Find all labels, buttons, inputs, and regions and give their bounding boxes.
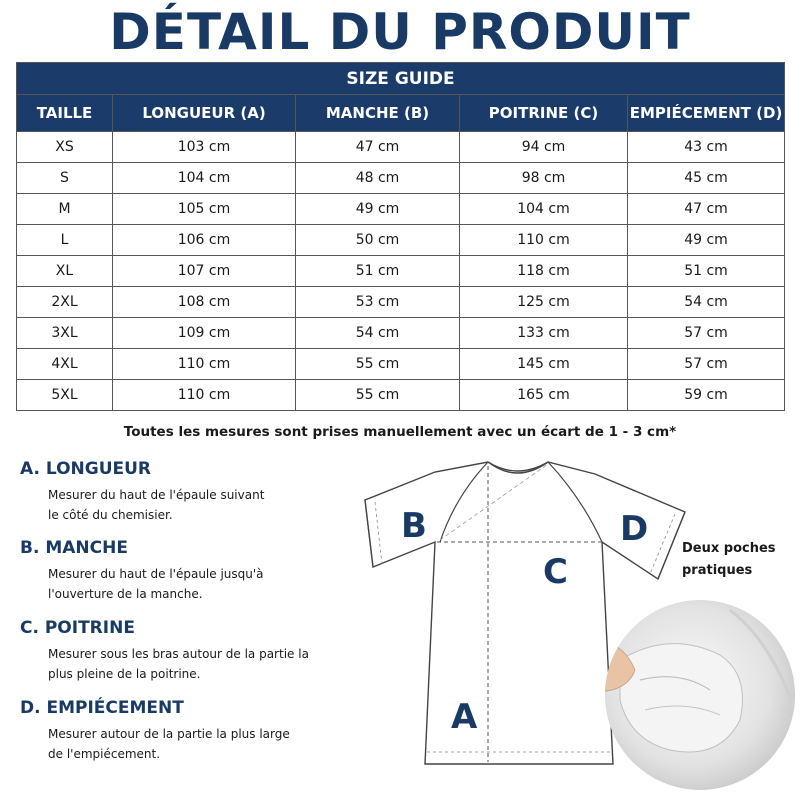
measure-line: Mesurer du haut de l'épaule jusqu'à [48,567,264,581]
diagram-label-a: A [451,697,478,737]
table-cell: 108 cm [113,287,296,318]
table-cell: 49 cm [296,194,460,225]
measure-heading: C. POITRINE [20,618,135,638]
table-cell: 47 cm [628,194,785,225]
measure-description [48,485,380,525]
column-header: EMPIÉCEMENT (D) [628,95,785,132]
table-cell: 104 cm [460,194,628,225]
table-cell: 110 cm [460,225,628,256]
table-cell: 51 cm [628,256,785,287]
page-title: DÉTAIL DU PRODUIT [109,3,691,61]
table-cell: 45 cm [628,163,785,194]
measure-line: le côté du chemisier. [48,508,173,522]
table-cell: 110 cm [113,349,296,380]
table-header-row [17,95,785,132]
diagram-label-c: C [543,552,568,592]
table-row [17,132,785,163]
measure-description [48,644,380,684]
measure-line: de l'empiécement. [48,747,161,761]
table-cell: 110 cm [113,380,296,411]
measure-line: plus pleine de la poitrine. [48,667,201,681]
measure-line: Mesurer autour de la partie la plus large [48,727,290,741]
table-cell: 49 cm [628,225,785,256]
table-cell: XL [17,256,113,287]
table-cell: 104 cm [113,163,296,194]
table-cell: 2XL [17,287,113,318]
diagram-label-d: D [620,509,649,549]
table-cell: 133 cm [460,318,628,349]
column-header: MANCHE (B) [296,95,460,132]
table-cell: 47 cm [296,132,460,163]
table-cell: 4XL [17,349,113,380]
table-cell: 5XL [17,380,113,411]
table-cell: 109 cm [113,318,296,349]
table-cell: 94 cm [460,132,628,163]
pockets-line: Deux poches [682,541,776,556]
column-header: LONGUEUR (A) [113,95,296,132]
table-cell: 106 cm [113,225,296,256]
table-cell: XS [17,132,113,163]
table-cell: L [17,225,113,256]
table-row [17,318,785,349]
table-cell: 118 cm [460,256,628,287]
table-row [17,194,785,225]
measure-heading: B. MANCHE [20,538,128,558]
table-row [17,380,785,411]
measure-line: Mesurer du haut de l'épaule suivant [48,488,265,502]
size-guide-caption: SIZE GUIDE [17,63,785,95]
table-cell: 165 cm [460,380,628,411]
table-cell: 57 cm [628,349,785,380]
column-header: TAILLE [17,95,113,132]
table-cell: 145 cm [460,349,628,380]
table-cell: 98 cm [460,163,628,194]
table-cell: 59 cm [628,380,785,411]
measure-description [48,564,380,604]
column-header: POITRINE (C) [460,95,628,132]
measure-longueur [20,458,380,525]
pockets-line: pratiques [682,563,753,578]
diagram-label-b: B [401,506,427,546]
table-cell: 3XL [17,318,113,349]
table-cell: S [17,163,113,194]
table-cell: 43 cm [628,132,785,163]
measure-poitrine [20,617,380,684]
table-cell: 54 cm [296,318,460,349]
table-cell: 53 cm [296,287,460,318]
table-row [17,287,785,318]
pockets-caption [682,538,792,582]
table-cell: 125 cm [460,287,628,318]
size-guide-table [16,62,785,411]
table-cell: M [17,194,113,225]
measure-manche [20,537,380,604]
table-cell: 103 cm [113,132,296,163]
table-row [17,163,785,194]
table-cell: 48 cm [296,163,460,194]
table-cell: 107 cm [113,256,296,287]
table-cell: 57 cm [628,318,785,349]
table-row [17,225,785,256]
table-row [17,256,785,287]
measure-line: l'ouverture de la manche. [48,587,203,601]
table-cell: 50 cm [296,225,460,256]
table-cell: 105 cm [113,194,296,225]
table-row [17,349,785,380]
measure-empiecement [20,697,380,764]
pocket-photo [600,600,800,800]
measure-heading: D. EMPIÉCEMENT [20,698,184,718]
table-cell: 51 cm [296,256,460,287]
measure-line: Mesurer sous les bras autour de la partie la [48,647,309,661]
table-cell: 55 cm [296,380,460,411]
table-cell: 55 cm [296,349,460,380]
measurement-note: Toutes les mesures sont prises manuellement avec un écart de 1 - 3 cm* [123,424,677,440]
measure-heading: A. LONGUEUR [20,459,152,479]
measure-description [48,724,380,764]
table-cell: 54 cm [628,287,785,318]
